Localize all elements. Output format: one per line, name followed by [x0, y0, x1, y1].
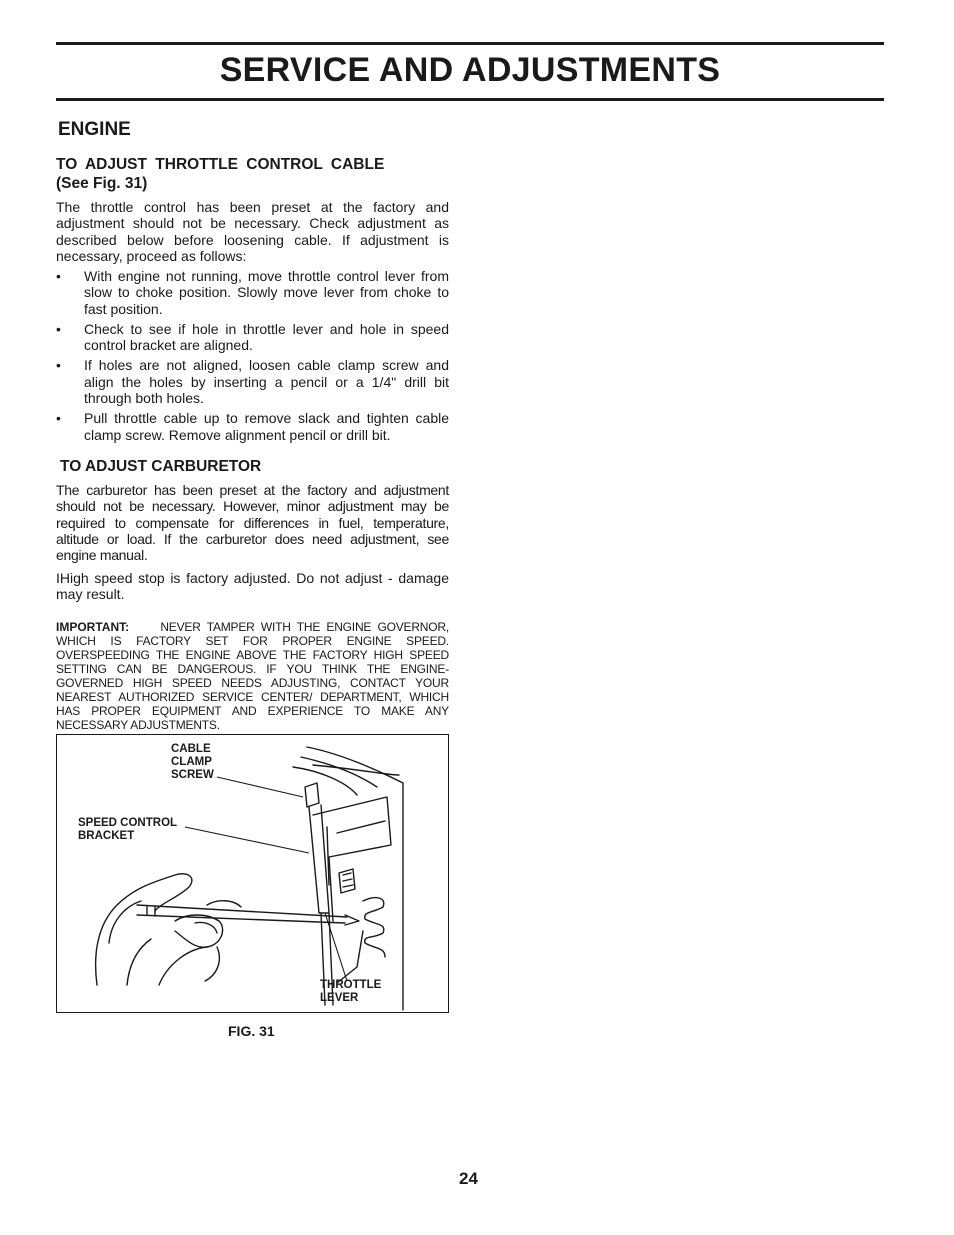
throttle-heading [56, 155, 449, 193]
carburetor-heading: TO ADJUST CARBURETOR [60, 458, 262, 475]
step-text: Pull throttle cable up to remove slack and tighten cable clamp screw. Remove alignment pencil or drill bit. [84, 410, 449, 443]
page-title: SERVICE AND ADJUSTMENTS [219, 51, 721, 89]
label-line: LEVER [320, 992, 359, 1004]
section-heading-engine: ENGINE [58, 119, 131, 140]
list-item [56, 321, 449, 354]
page-number: 24 [459, 1169, 478, 1188]
figure-caption: FIG. 31 [228, 1023, 275, 1039]
important-notice [56, 620, 449, 732]
carburetor-paragraph: The carburetor has been preset at the factory and adjustment should not be necessary. However, minor adjustment may be required to compensate for differences in fuel, temperature, altitude or load. If the carburetor does need adjustment, see engine manual. [56, 482, 449, 564]
label-line: CLAMP [171, 756, 212, 768]
bottom-rule [56, 98, 884, 101]
bullet-icon: • [56, 357, 61, 374]
label-line: THROTTLE [320, 979, 382, 991]
label-line: CABLE [171, 743, 211, 755]
throttle-steps-list [56, 268, 449, 447]
bullet-icon: • [56, 320, 61, 337]
important-text: NEVER TAMPER WITH THE ENGINE GOVERNOR, WHICH IS FACTORY SET FOR PROPER ENGINE SPEED. OVERSPEEDING THE ENGINE ABOVE THE FACTORY HIGH SPEED SETTING CAN BE DANGEROUS. IF YOU THINK THE ENGINE-GOVERNED HIGH SPEED NEEDS ADJUSTING, CONTACT YOUR NEAREST AUTHORIZED SERVICE CENTER/ DEPARTMENT, WHICH HAS PROPER EQUIPMENT AND EXPERIENCE TO MAKE ANY NECESSARY ADJUSTMENTS. [56, 620, 449, 732]
bullet-icon: • [56, 410, 61, 427]
figure-31-frame [56, 734, 449, 1013]
throttle-heading-line2: (See Fig. 31) [56, 175, 148, 192]
bullet-icon: • [56, 268, 61, 284]
step-text: Check to see if hole in throttle lever and hole in speed control bracket are aligned. [84, 320, 449, 354]
step-text: With engine not running, move throttle control lever from slow to choke position. Slowly move lever from choke to fast position. [84, 268, 449, 317]
speed-control-bracket-label [78, 817, 177, 843]
high-speed-stop-paragraph: IHigh speed stop is factory adjusted. Do not adjust - damage may result. [56, 570, 449, 603]
important-label: IMPORTANT: [56, 620, 130, 634]
label-line: SCREW [171, 769, 214, 781]
throttle-heading-line1: TO ADJUST THROTTLE CONTROL CABLE [56, 156, 385, 173]
list-item [56, 410, 449, 443]
label-line: BRACKET [78, 830, 135, 842]
throttle-lever-label [320, 979, 381, 1005]
label-line: SPEED CONTROL [78, 817, 178, 829]
throttle-adjustment-illustration [57, 735, 448, 1012]
list-item [56, 357, 449, 406]
step-text: If holes are not aligned, loosen cable clamp screw and align the holes by inserting a pencil or a 1/4" drill bit through both holes. [84, 357, 449, 407]
top-rule [56, 42, 884, 45]
cable-clamp-screw-label [171, 743, 214, 782]
throttle-intro: The throttle control has been preset at the factory and adjustment should not be necessary. Check adjustment as described below before loosening cable. If adjustment is necessary, proceed as follows: [56, 199, 449, 264]
list-item [56, 268, 449, 317]
